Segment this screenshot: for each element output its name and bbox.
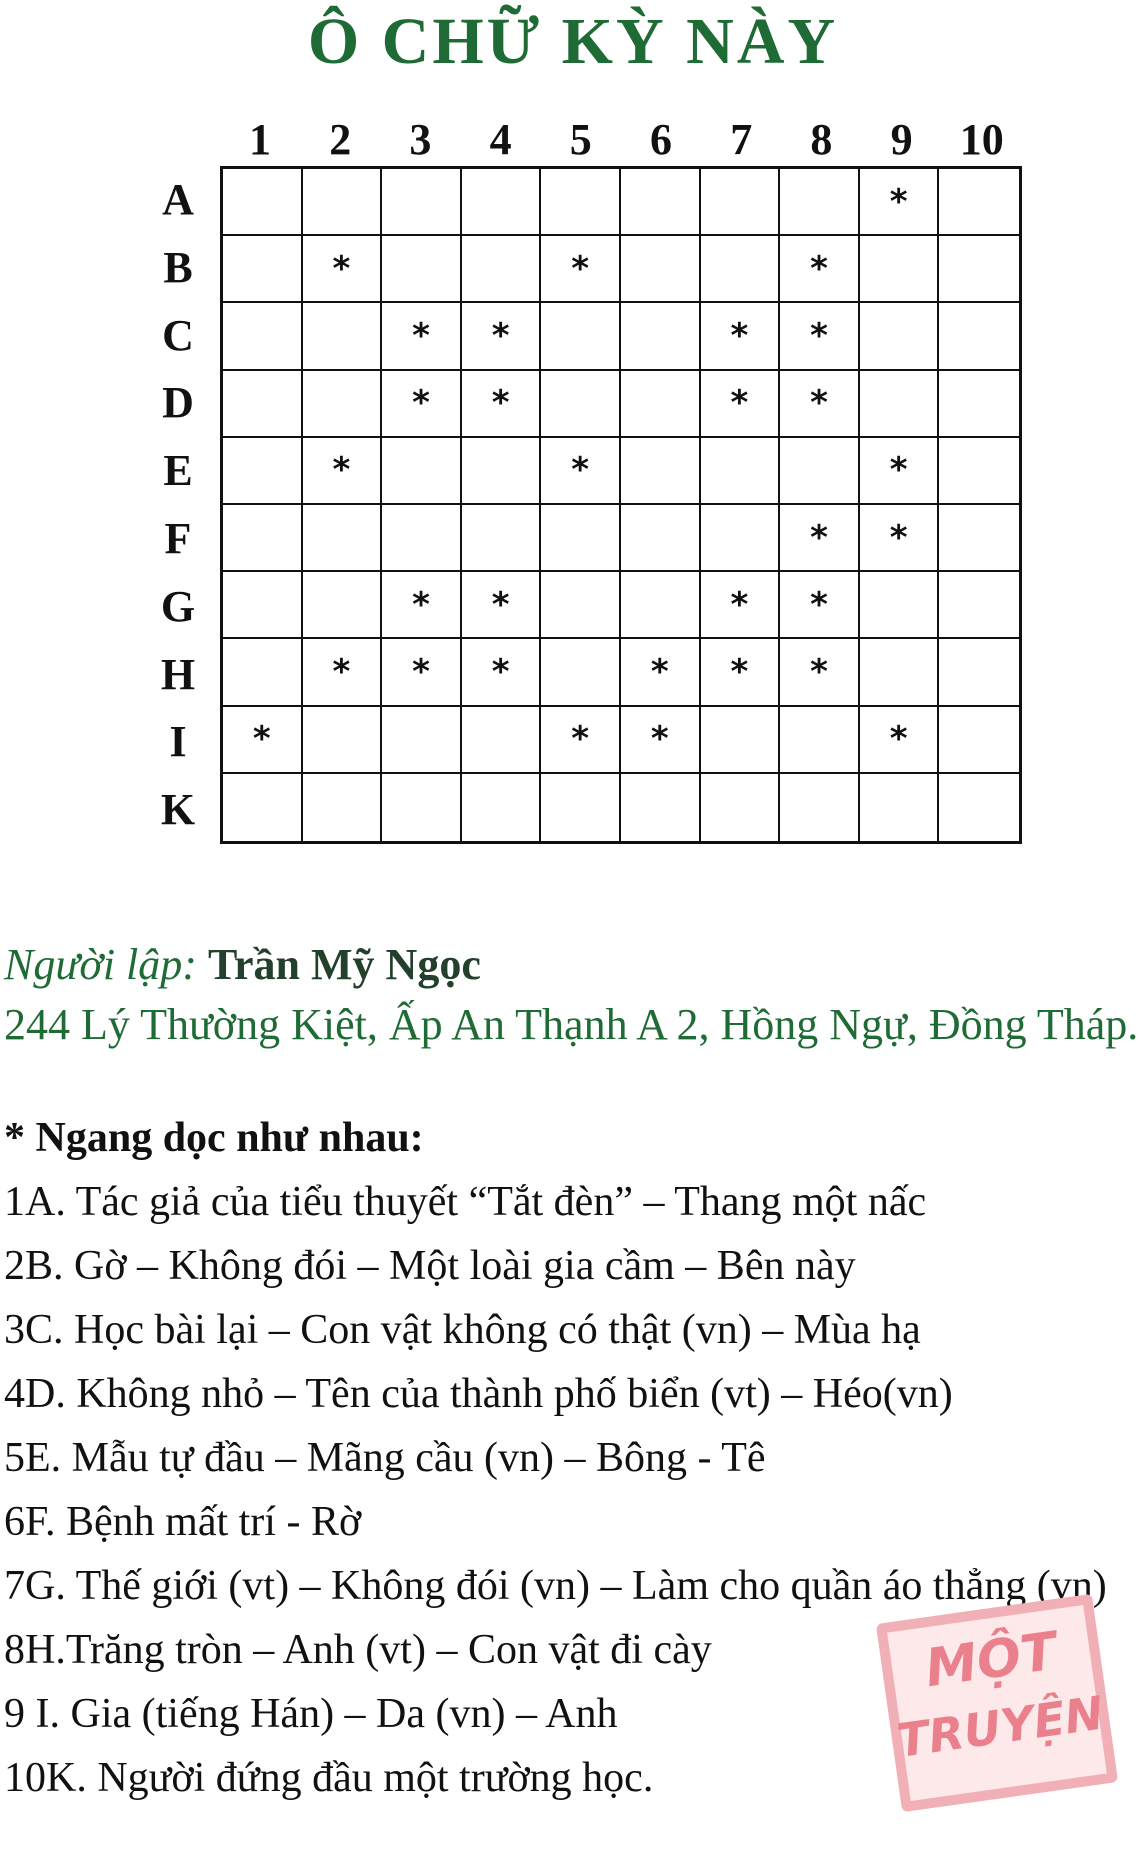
grid-cell xyxy=(939,438,1019,505)
grid-cell xyxy=(621,774,701,841)
grid-cell xyxy=(303,505,383,572)
grid-cell-blocked: * xyxy=(382,371,462,438)
grid-cell xyxy=(939,639,1019,706)
grid-cell xyxy=(223,438,303,505)
grid-cell xyxy=(462,236,542,303)
grid-cell xyxy=(303,572,383,639)
grid-cell xyxy=(701,774,781,841)
watermark-line1: MỘT xyxy=(921,1621,1061,1700)
grid-cell xyxy=(541,371,621,438)
grid-cell xyxy=(621,303,701,370)
grid-cell xyxy=(860,236,940,303)
grid-cell xyxy=(462,707,542,774)
grid-cell xyxy=(939,774,1019,841)
row-header: A xyxy=(162,175,194,224)
clue-item: 8H.Trăng tròn – Anh (vt) – Con vật đi cày xyxy=(4,1627,712,1673)
grid-cell-blocked: * xyxy=(701,303,781,370)
grid-cell xyxy=(780,774,860,841)
grid-cell xyxy=(621,236,701,303)
grid-cell-blocked: * xyxy=(541,438,621,505)
column-header: 8 xyxy=(810,115,833,164)
grid-cell xyxy=(541,505,621,572)
row-header: B xyxy=(163,242,193,292)
grid-cell xyxy=(462,169,542,236)
grid-cell-blocked: * xyxy=(541,236,621,303)
grid-cell-blocked: * xyxy=(462,572,542,639)
grid-cell xyxy=(382,774,462,841)
grid-cell-blocked: * xyxy=(780,505,860,572)
grid-cell xyxy=(382,505,462,572)
grid-cell xyxy=(621,438,701,505)
grid-cell xyxy=(303,774,383,841)
clue-item: 1A. Tác giả của tiểu thuyết “Tắt đèn” – Thang một nấc xyxy=(4,1179,927,1225)
grid-cell-blocked: * xyxy=(780,371,860,438)
grid-cell xyxy=(303,371,383,438)
puzzle-title: Ô CHỮ KỲ NÀY xyxy=(307,5,839,78)
grid-cell-blocked: * xyxy=(860,505,940,572)
grid-cell xyxy=(303,169,383,236)
grid-cell xyxy=(541,303,621,370)
row-header: I xyxy=(169,717,187,767)
clues-heading: * Ngang dọc như nhau: xyxy=(4,1115,424,1161)
grid-cell-blocked: * xyxy=(303,236,383,303)
grid-cell-blocked: * xyxy=(382,572,462,639)
grid-cell xyxy=(462,505,542,572)
column-header: 4 xyxy=(489,115,512,164)
column-header: 1 xyxy=(249,115,271,164)
column-header: 6 xyxy=(650,115,672,164)
grid-cell-blocked: * xyxy=(541,707,621,774)
grid-cell-blocked: * xyxy=(780,303,860,370)
grid-cell xyxy=(860,774,940,841)
grid-cell xyxy=(621,169,701,236)
grid-cell xyxy=(701,505,781,572)
grid-cell xyxy=(939,572,1019,639)
grid-cell-blocked: * xyxy=(621,639,701,706)
grid-cell-blocked: * xyxy=(382,639,462,706)
column-header: 3 xyxy=(409,115,432,164)
row-header: D xyxy=(162,378,194,428)
grid-cell-blocked: * xyxy=(462,303,542,370)
clue-item: 10K. Người đứng đầu một trường học. xyxy=(4,1755,654,1801)
grid-cell xyxy=(462,438,542,505)
grid-cell xyxy=(939,236,1019,303)
grid-cell-blocked: * xyxy=(701,572,781,639)
author-address: 244 Lý Thường Kiệt, Ấp An Thạnh A 2, Hồng Ngự, Đồng Tháp. xyxy=(4,1000,1139,1049)
grid-cell xyxy=(860,639,940,706)
grid-cell xyxy=(780,438,860,505)
grid-cell xyxy=(541,572,621,639)
clue-item: 4D. Không nhỏ – Tên của thành phố biển (vt) – Héo(vn) xyxy=(4,1371,953,1417)
grid-cell-blocked: * xyxy=(382,303,462,370)
column-header: 2 xyxy=(329,115,352,164)
grid-cell xyxy=(303,707,383,774)
row-header: E xyxy=(163,446,193,496)
grid-cell xyxy=(462,774,542,841)
grid-cell xyxy=(780,707,860,774)
grid-cell-blocked: * xyxy=(780,639,860,706)
grid-cell xyxy=(939,303,1019,370)
grid-cell xyxy=(939,371,1019,438)
row-header: H xyxy=(160,649,196,699)
column-header: 10 xyxy=(959,115,1004,164)
clue-item: 2B. Gờ – Không đói – Một loài gia cầm – Bên này xyxy=(4,1243,856,1289)
clue-item: 9 I. Gia (tiếng Hán) – Da (vn) – Anh xyxy=(4,1691,618,1737)
grid-cell xyxy=(621,505,701,572)
grid-cell xyxy=(621,572,701,639)
grid-cell-blocked: * xyxy=(303,438,383,505)
grid-cell-blocked: * xyxy=(701,371,781,438)
grid-cell-blocked: * xyxy=(462,639,542,706)
clue-item: 3C. Học bài lại – Con vật không có thật (vn) – Mùa hạ xyxy=(4,1307,921,1353)
grid-cell xyxy=(541,774,621,841)
row-header: G xyxy=(160,581,196,631)
grid-cell xyxy=(621,371,701,438)
grid-cell-blocked: * xyxy=(860,438,940,505)
grid-cell-blocked: * xyxy=(780,572,860,639)
grid-cell xyxy=(701,236,781,303)
author-label: Người lập: xyxy=(4,940,197,989)
column-header: 9 xyxy=(890,115,913,164)
grid-cell xyxy=(223,639,303,706)
clue-item: 7G. Thế giới (vt) – Không đói (vn) – Làm cho quần áo thẳng (vn) xyxy=(4,1563,1107,1609)
clue-item: 5E. Mẫu tự đầu – Mãng cầu (vn) – Bông - Tê xyxy=(4,1435,766,1481)
watermark-line2: TRUYỆN xyxy=(893,1685,1107,1768)
grid-cell xyxy=(860,572,940,639)
grid-cell xyxy=(939,707,1019,774)
grid-cell xyxy=(223,505,303,572)
grid-cell xyxy=(223,169,303,236)
grid-cell xyxy=(223,236,303,303)
column-header: 5 xyxy=(569,115,592,164)
grid-cell xyxy=(223,303,303,370)
grid-cell xyxy=(541,169,621,236)
grid-cell xyxy=(382,707,462,774)
grid-cell xyxy=(223,572,303,639)
grid-cell xyxy=(382,438,462,505)
grid-cell xyxy=(780,169,860,236)
grid-cell-blocked: * xyxy=(780,236,860,303)
grid-cell-blocked: * xyxy=(223,707,303,774)
grid-cell-blocked: * xyxy=(303,639,383,706)
grid-cell-blocked: * xyxy=(860,707,940,774)
watermark-logo xyxy=(876,1594,1118,1812)
grid-cell xyxy=(939,169,1019,236)
grid-cell-blocked: * xyxy=(462,371,542,438)
author-info xyxy=(4,935,1144,1055)
crossword-grid xyxy=(220,166,1022,844)
grid-cell xyxy=(382,236,462,303)
grid-cell xyxy=(382,169,462,236)
grid-cell-blocked: * xyxy=(701,639,781,706)
grid-cell xyxy=(541,639,621,706)
grid-cell xyxy=(223,774,303,841)
column-header: 7 xyxy=(730,115,753,164)
grid-cell xyxy=(860,371,940,438)
grid-cell-blocked: * xyxy=(621,707,701,774)
clue-item: 6F. Bệnh mất trí - Rờ xyxy=(4,1499,362,1545)
grid-cell xyxy=(860,303,940,370)
grid-cell xyxy=(701,169,781,236)
author-name: Trần Mỹ Ngọc xyxy=(207,940,481,989)
grid-cell xyxy=(223,371,303,438)
row-header: K xyxy=(160,785,196,835)
grid-cell-blocked: * xyxy=(860,169,940,236)
grid-cell xyxy=(701,438,781,505)
row-header: F xyxy=(164,514,192,563)
grid-cell xyxy=(701,707,781,774)
grid-cell xyxy=(303,303,383,370)
row-header: C xyxy=(162,310,194,360)
grid-cell xyxy=(939,505,1019,572)
